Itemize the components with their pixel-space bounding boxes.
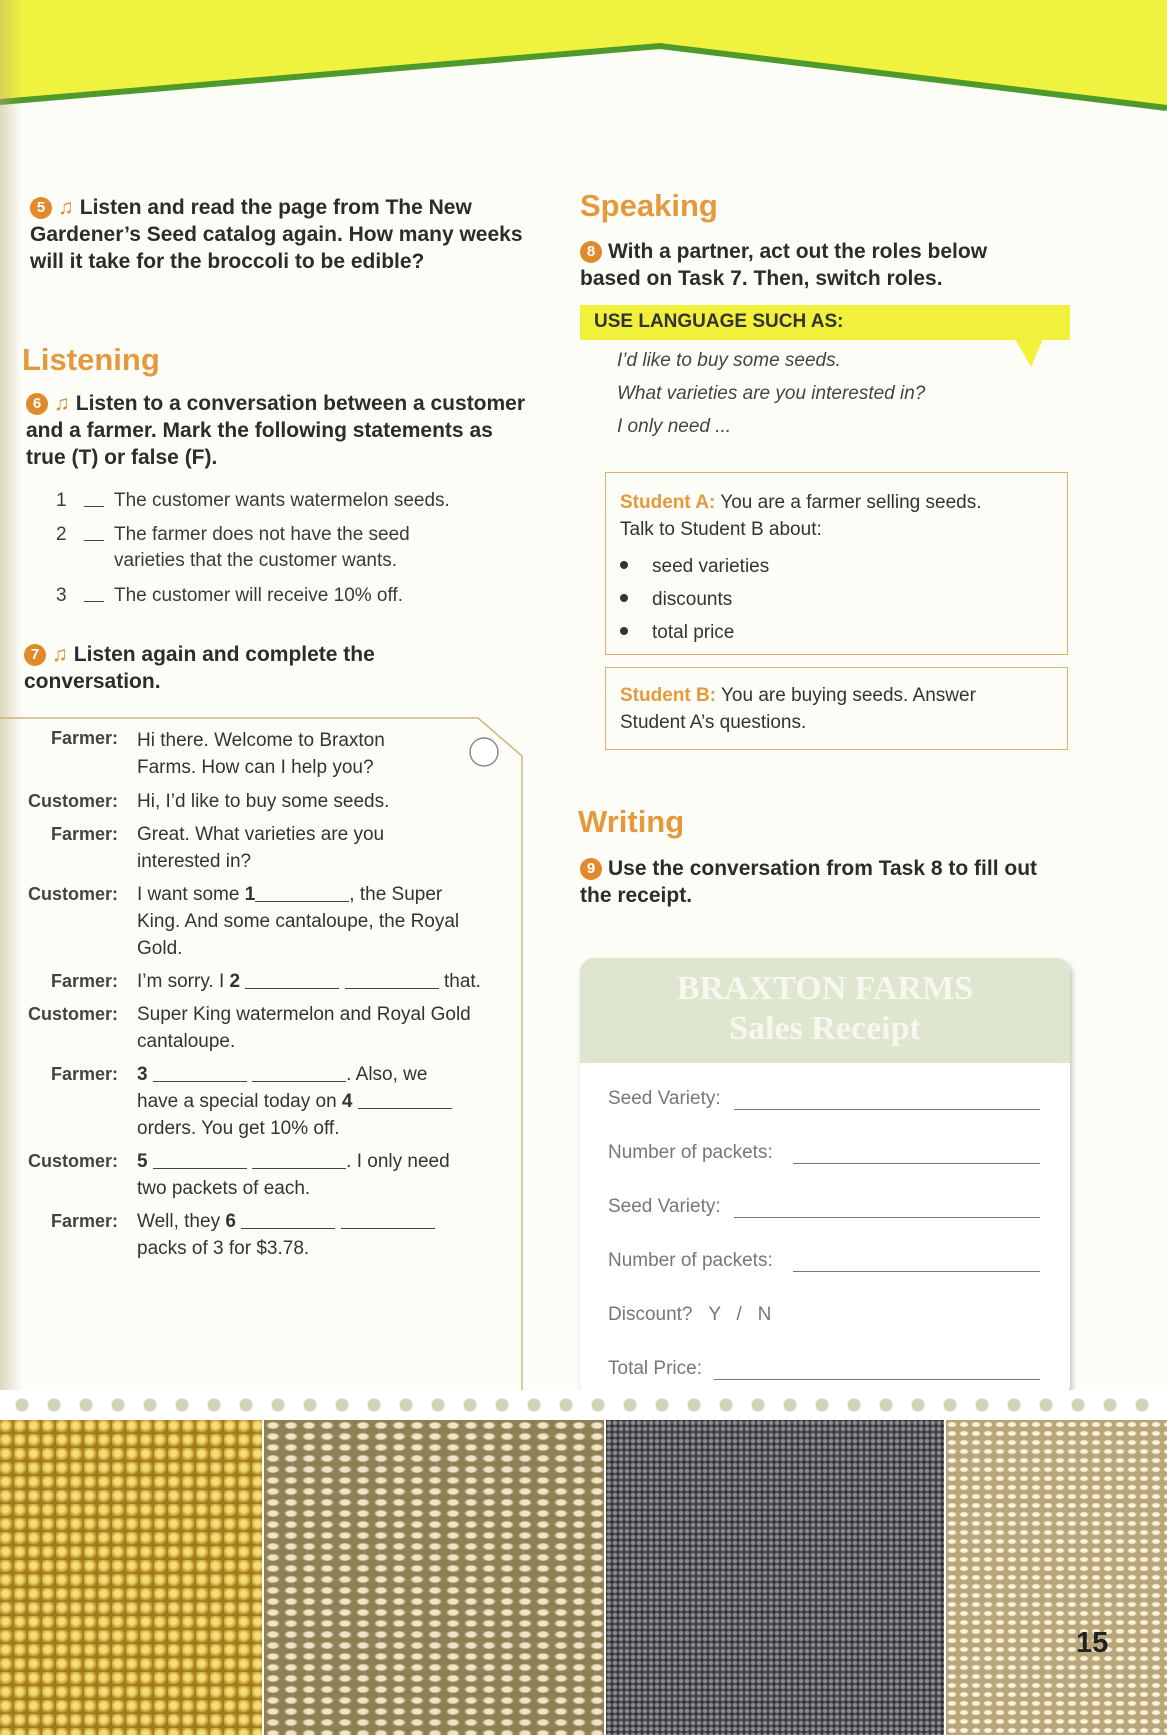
receipt-title-1: BRAXTON FARMS xyxy=(676,970,974,1007)
blank-number: 3 xyxy=(137,1064,148,1085)
use-language-label: USE LANGUAGE SUCH AS: xyxy=(594,311,844,332)
line-6a: Super King watermelon and Royal Gold xyxy=(137,1004,471,1025)
banner-pointer xyxy=(1015,339,1045,369)
answer-blank-4[interactable] xyxy=(358,1090,452,1109)
answer-blank-2b[interactable] xyxy=(345,970,439,989)
answer-blank-2a[interactable] xyxy=(245,970,339,989)
line-2: Hi, I’d like to buy some seeds. xyxy=(137,791,390,812)
speaking-title: Speaking xyxy=(580,188,718,223)
line-4b: King. And some cantaloupe, the Royal xyxy=(137,911,460,932)
line-8b: two packets of each. xyxy=(137,1178,311,1199)
answer-blank[interactable] xyxy=(84,540,104,541)
blank-number: 2 xyxy=(229,971,241,992)
text: , the Super xyxy=(349,884,443,905)
bullet-text: seed varieties xyxy=(652,556,770,577)
student-b-text2: Student A’s questions. xyxy=(620,712,807,733)
answer-blank-3a[interactable] xyxy=(153,1063,247,1082)
text: Well, they xyxy=(137,1211,226,1232)
headphones-icon: ♫ xyxy=(54,392,70,415)
task-7-text: Listen again and complete the conversation. xyxy=(24,643,375,693)
student-b-label: Student B: xyxy=(620,685,717,706)
task-6 xyxy=(26,390,526,471)
task-number-badge: 5 xyxy=(30,197,52,219)
statement-number: 3 xyxy=(56,585,67,606)
discount-no[interactable]: N xyxy=(757,1304,772,1325)
speaker-farmer: Farmer: xyxy=(50,1211,118,1231)
task-9 xyxy=(580,855,1050,909)
statement-text: The customer wants watermelon seeds. xyxy=(114,490,450,511)
statement-number: 2 xyxy=(56,524,67,545)
discount-yes[interactable]: Y xyxy=(708,1304,721,1325)
poppy-seed-photo xyxy=(606,1420,944,1735)
line-9b: packs of 3 for $3.78. xyxy=(137,1238,310,1259)
answer-blank[interactable] xyxy=(84,506,104,507)
student-a-text2: Talk to Student B about: xyxy=(620,519,822,540)
bullet-item xyxy=(620,583,769,616)
speaker-farmer: Farmer: xyxy=(50,1064,118,1084)
use-language-banner xyxy=(580,305,1070,340)
phrase-list xyxy=(617,344,925,443)
task-number-badge: 6 xyxy=(26,393,48,415)
line-1b: Farms. How can I help you? xyxy=(137,757,374,778)
task-5 xyxy=(30,194,530,275)
line-7c: orders. You get 10% off. xyxy=(137,1118,340,1139)
blank-number: 4 xyxy=(341,1091,353,1112)
task-6-text: Listen to a conversation between a customer and a farmer. Mark the following statements as true (T) or false (F). xyxy=(26,392,526,469)
millet-seed-photo xyxy=(0,1420,262,1735)
headphones-icon: ♫ xyxy=(52,643,68,666)
line-1a: Hi there. Welcome to Braxton xyxy=(137,730,385,751)
student-a-text1: You are a farmer selling seeds. xyxy=(720,492,982,513)
answer-blank-5a[interactable] xyxy=(153,1150,247,1169)
bullet-text: discounts xyxy=(652,589,733,610)
line-5 xyxy=(137,968,481,995)
text: I want some xyxy=(137,884,245,905)
total-price-label: Total Price: xyxy=(608,1358,702,1379)
text: . I only need xyxy=(346,1151,450,1172)
total-price-field[interactable] xyxy=(714,1378,1040,1380)
blank-number: 5 xyxy=(137,1151,148,1172)
bullet-icon xyxy=(620,594,628,602)
student-b-text1: You are buying seeds. Answer xyxy=(720,685,976,706)
statement-3 xyxy=(56,583,496,609)
answer-blank-5b[interactable] xyxy=(252,1150,346,1169)
statement-text: The farmer does not have the seed varieties that the customer wants. xyxy=(114,524,410,571)
discount-row xyxy=(608,1304,771,1326)
text: I’m sorry. I xyxy=(137,971,230,992)
blank-number: 1 xyxy=(244,884,256,905)
student-a-card xyxy=(605,472,1068,655)
seed-variety-field-2[interactable] xyxy=(734,1216,1040,1218)
discount-label: Discount? xyxy=(608,1304,693,1325)
speaker-farmer: Farmer: xyxy=(50,971,118,991)
text: that. xyxy=(443,971,481,992)
student-b-card xyxy=(605,667,1068,750)
speaker-farmer: Farmer: xyxy=(50,728,118,748)
speaker-customer: Customer: xyxy=(27,1004,118,1024)
statement-1 xyxy=(56,488,496,514)
answer-blank-6a[interactable] xyxy=(241,1210,335,1229)
packets-label-1: Number of packets: xyxy=(608,1142,773,1163)
answer-blank-6b[interactable] xyxy=(341,1210,435,1229)
line-8a xyxy=(137,1148,450,1175)
speaker-customer: Customer: xyxy=(27,791,118,811)
sesame-seed-photo xyxy=(946,1420,1167,1735)
headphones-icon: ♫ xyxy=(58,196,74,219)
discount-slash: / xyxy=(736,1304,742,1325)
line-7a xyxy=(137,1061,427,1088)
line-4a xyxy=(137,881,442,908)
answer-blank-3b[interactable] xyxy=(252,1063,346,1082)
statement-2 xyxy=(56,522,496,582)
dot-strip xyxy=(0,1390,1167,1420)
speaker-customer: Customer: xyxy=(27,1151,118,1171)
text: have a special today on xyxy=(137,1091,342,1112)
line-3a: Great. What varieties are you xyxy=(137,824,385,845)
statement-text: The customer will receive 10% off. xyxy=(114,585,403,606)
packets-label-2: Number of packets: xyxy=(608,1250,773,1271)
packets-field-1[interactable] xyxy=(793,1162,1040,1164)
bullet-item xyxy=(620,550,769,583)
speaker-customer: Customer: xyxy=(27,884,118,904)
seed-variety-label-1: Seed Variety: xyxy=(608,1088,721,1109)
bullet-icon xyxy=(620,627,628,635)
bullet-icon xyxy=(620,561,628,569)
task-5-text: Listen and read the page from The New Gardener’s Seed catalog again. How many weeks will it take for the broccoli to be edible? xyxy=(30,196,523,273)
grain-seed-photo xyxy=(264,1420,604,1735)
answer-blank-1[interactable] xyxy=(255,883,349,902)
writing-title: Writing xyxy=(578,804,685,839)
text: . Also, we xyxy=(346,1064,428,1085)
task-7 xyxy=(24,641,504,695)
receipt-header xyxy=(580,958,1070,1063)
line-4c: Gold. xyxy=(137,938,183,959)
seed-variety-field-1[interactable] xyxy=(734,1108,1040,1110)
page-number: 15 xyxy=(1076,1627,1109,1659)
task-8-text: With a partner, act out the roles below based on Task 7. Then, switch roles. xyxy=(580,240,988,290)
line-3b: interested in? xyxy=(137,851,252,872)
line-7b xyxy=(137,1088,452,1115)
line-9a xyxy=(137,1208,435,1235)
receipt-title-2: Sales Receipt xyxy=(729,1010,921,1047)
header-band xyxy=(0,0,1167,120)
task-number-badge: 8 xyxy=(580,241,602,263)
task-number-badge: 7 xyxy=(24,644,46,666)
packets-field-2[interactable] xyxy=(793,1270,1040,1272)
student-a-label: Student A: xyxy=(620,492,716,513)
task-number-badge: 9 xyxy=(580,858,602,880)
line-6b: cantaloupe. xyxy=(137,1031,236,1052)
task-9-text: Use the conversation from Task 8 to fill out the receipt. xyxy=(580,857,1038,907)
bullet-text: total price xyxy=(652,622,735,643)
listening-title: Listening xyxy=(22,342,160,377)
phrase-3: I only need ... xyxy=(617,416,732,437)
bullet-item xyxy=(620,616,769,649)
seed-variety-label-2: Seed Variety: xyxy=(608,1196,721,1217)
sales-receipt xyxy=(580,958,1070,1398)
phrase-1: I’d like to buy some seeds. xyxy=(617,350,841,371)
statement-number: 1 xyxy=(56,490,67,511)
speaker-farmer: Farmer: xyxy=(50,824,118,844)
blank-number: 6 xyxy=(225,1211,236,1232)
phrase-2: What varieties are you interested in? xyxy=(617,383,926,404)
answer-blank[interactable] xyxy=(84,601,104,602)
task-8 xyxy=(580,238,1040,292)
